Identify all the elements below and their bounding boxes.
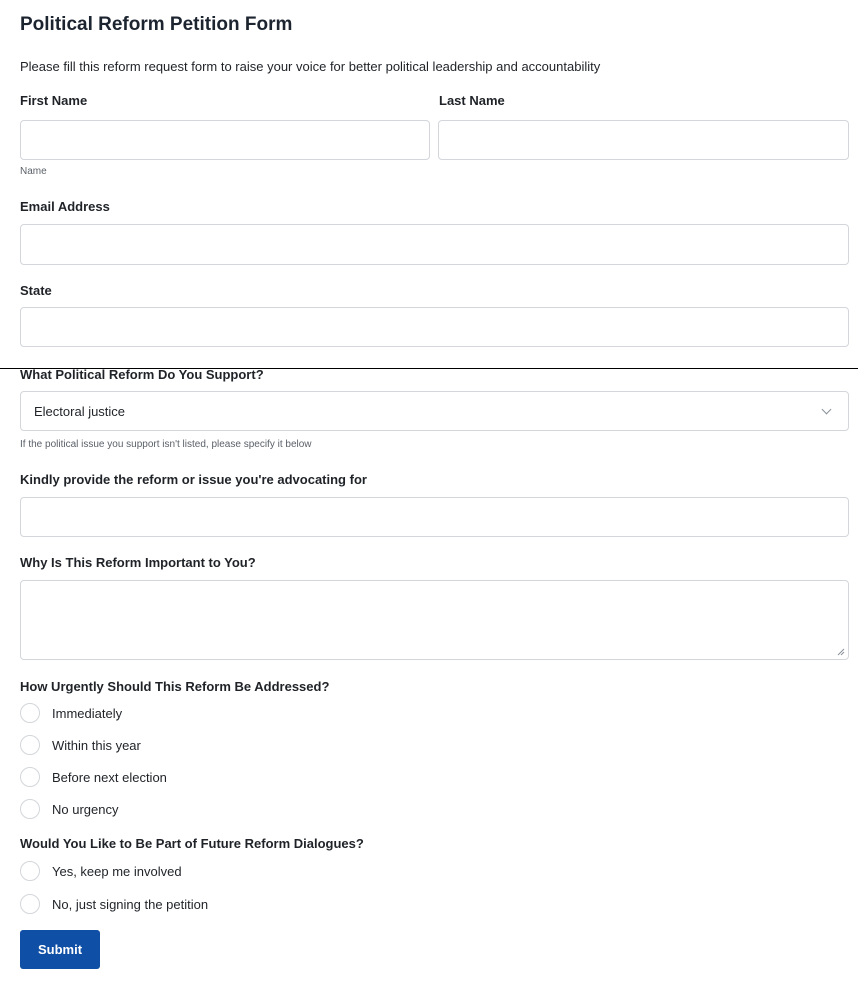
reform-hint: If the political issue you support isn't listed, please specify it below: [20, 439, 312, 450]
radio-button[interactable]: [20, 799, 40, 819]
radio-button[interactable]: [20, 767, 40, 787]
reform-selected-value: Electoral justice: [34, 403, 126, 419]
chevron-down-icon[interactable]: [822, 405, 832, 415]
dialogues-option-no[interactable]: [20, 893, 208, 915]
reform-label: What Political Reform Do You Support?: [20, 367, 264, 382]
first-name-input[interactable]: [20, 120, 430, 160]
page-title: Political Reform Petition Form: [20, 14, 293, 35]
urgency-option-within-this-year[interactable]: [20, 734, 141, 756]
radio-button[interactable]: [20, 703, 40, 723]
last-name-input[interactable]: [438, 120, 849, 160]
other-reform-input[interactable]: [20, 497, 849, 537]
other-reform-label: Kindly provide the reform or issue you're advocating for: [20, 472, 367, 487]
radio-button[interactable]: [20, 861, 40, 881]
submit-button[interactable]: Submit: [20, 930, 100, 969]
dialogues-option-yes[interactable]: [20, 860, 182, 882]
radio-button[interactable]: [20, 894, 40, 914]
form-description: Please fill this reform request form to raise your voice for better political leadership and accountability: [20, 59, 601, 74]
email-label: Email Address: [20, 199, 110, 214]
importance-textarea[interactable]: [20, 580, 849, 660]
state-label: State: [20, 283, 52, 298]
dialogues-label: Would You Like to Be Part of Future Reform Dialogues?: [20, 836, 364, 851]
first-name-label: First Name: [20, 93, 88, 108]
radio-label: Before next election: [52, 769, 167, 785]
radio-label: Within this year: [52, 737, 141, 753]
state-input[interactable]: [20, 307, 849, 347]
urgency-option-before-next-election[interactable]: [20, 766, 167, 788]
radio-label: No urgency: [52, 801, 119, 817]
importance-label: Why Is This Reform Important to You?: [20, 555, 256, 570]
radio-label: Yes, keep me involved: [52, 863, 182, 879]
reform-select[interactable]: [20, 391, 849, 431]
radio-label: No, just signing the petition: [52, 896, 209, 912]
radio-button[interactable]: [20, 735, 40, 755]
name-hint: Name: [20, 166, 47, 177]
radio-label: Immediately: [52, 705, 123, 721]
last-name-label: Last Name: [439, 93, 505, 108]
resize-handle-icon[interactable]: [837, 648, 845, 656]
urgency-option-immediately[interactable]: [20, 702, 122, 724]
urgency-label: How Urgently Should This Reform Be Addressed?: [20, 679, 330, 694]
urgency-option-no-urgency[interactable]: [20, 798, 118, 820]
email-input[interactable]: [20, 224, 849, 265]
